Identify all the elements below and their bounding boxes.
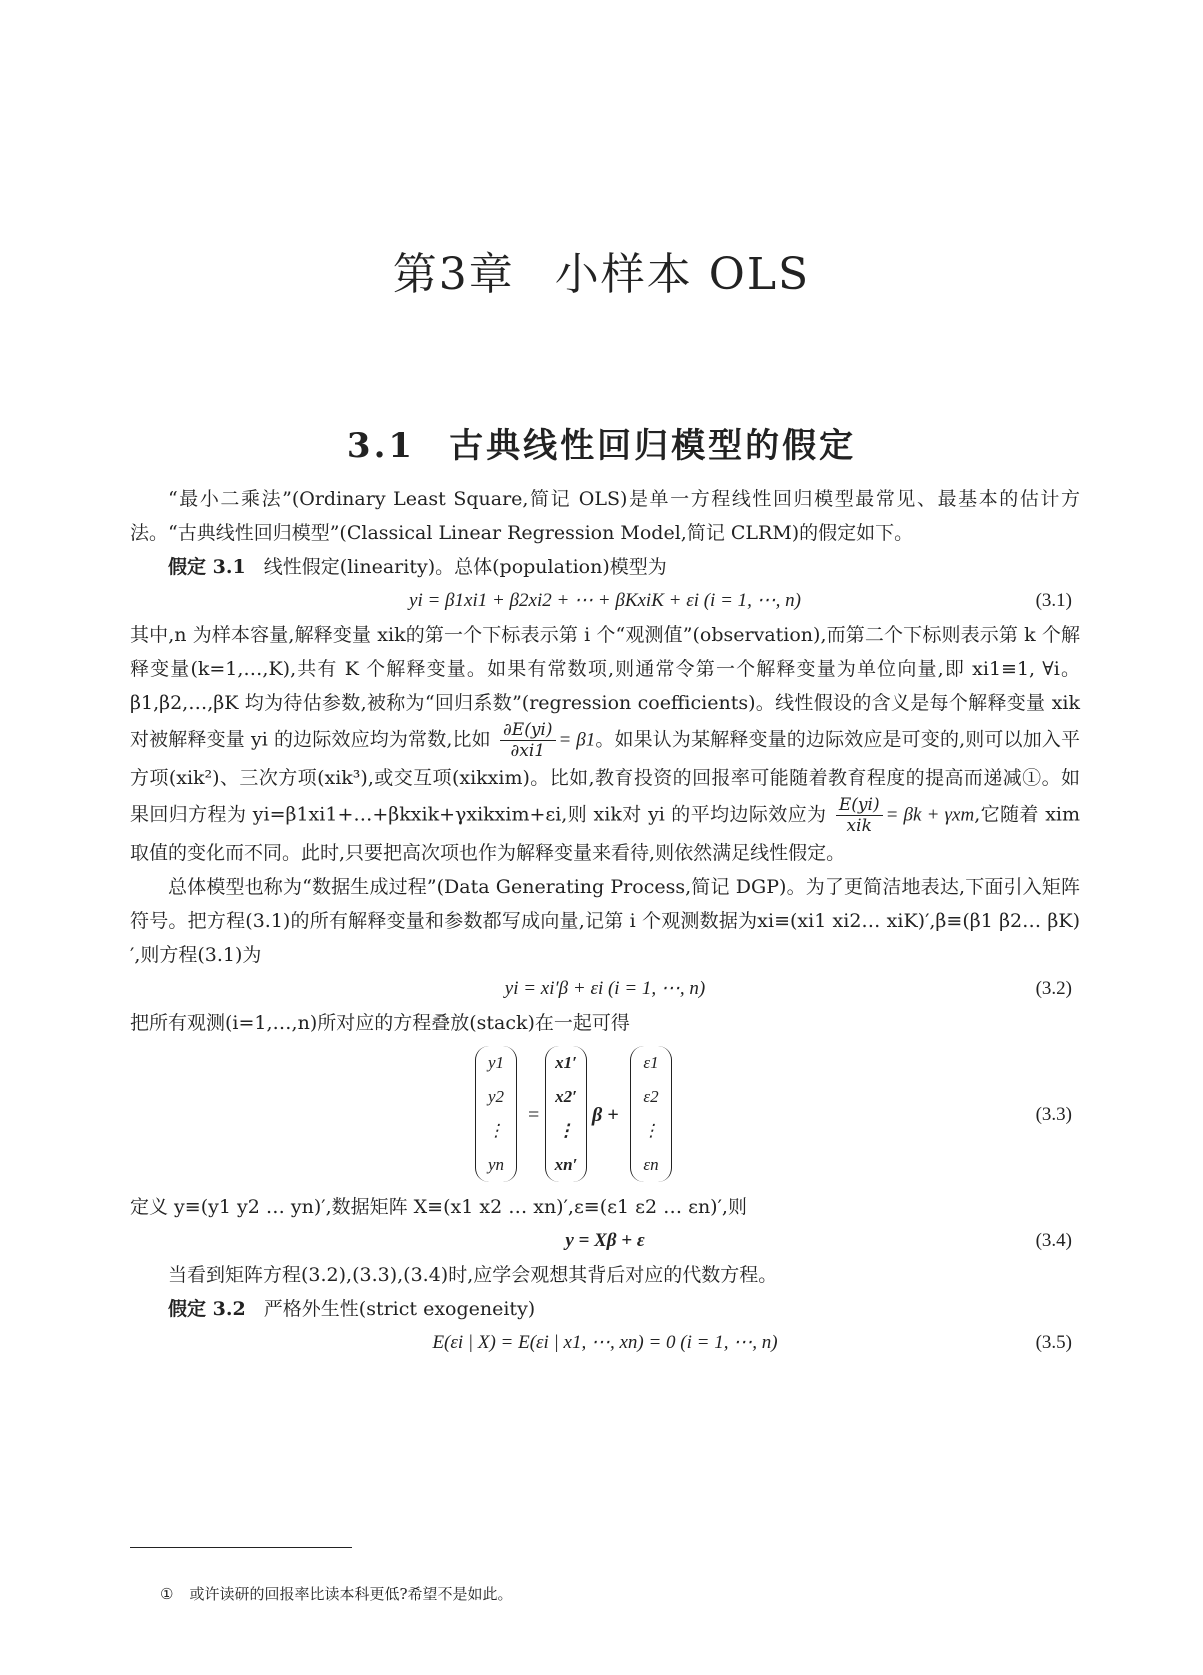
section-number: 3.1 [346,426,416,466]
equation-3-3 [130,1046,1080,1186]
equation-body: E(εi | X) = E(εi | x1, ⋯, xn) = 0 (i = 1, ⋯, n) [432,1332,778,1353]
footnote-mark: ① [160,1585,174,1603]
equation-number: (3.4) [1035,1230,1072,1251]
equation-body: yi = β1xi1 + β2xi2 + ⋯ + βKxiK + εi (i = 1, ⋯, n) [409,590,801,611]
explanation-part-a: 其中,n 为样本容量,解释变量 xik的第一个下标表示第 i 个“观测值”(observation),而第二个下标则表示第 k 个解释变量(k=1,…,K),共有 K 个解释变量。如果有常数项,则通常令第一个解释变量为单位向量,即 xi1≡1, ∀i。β1,β2,…,βK 均为待估参数,被称为“回归系数”(regression coefficients)。线性假设的含义是每个解释变量 xik对被解释变量 yi 的边际效应均为常数,比如 [130,624,1080,751]
equation-body: yi = xi′β + εi (i = 1, ⋯, n) [504,978,706,999]
y-element: y1 [487,1053,505,1072]
equals-sign: = [528,1104,540,1126]
marginal-effect-fraction [836,795,883,836]
equation-body: y = Xβ + ε [565,1230,645,1251]
x-matrix [545,1046,587,1182]
equation-3-1 [130,584,1080,618]
stack-paragraph: 把所有观测(i=1,…,n)所对应的方程叠放(stack)在一起可得 [130,1012,630,1034]
epsilon-element: ε2 [643,1087,659,1106]
assumption-label: 假定 3.1 [168,556,246,578]
section-heading [0,418,1203,467]
fraction-numerator: ∂E(yi) [500,720,556,741]
chapter-title: 小样本 OLS [554,249,811,300]
footnote-rule [130,1547,352,1548]
equation-number: (3.3) [1035,1104,1072,1125]
definition-paragraph: 定义 y≡(y1 y2 … yn)′,数据矩阵 X≡(x1 x2 … xn)′,ε≡(ε1 ε2 … εn)′,则 [130,1196,747,1218]
matrix-remark: 当看到矩阵方程(3.2),(3.3),(3.4)时,应学会观想其背后对应的代数方程。 [168,1264,778,1286]
epsilon-element: ε1 [643,1053,659,1072]
chapter-number: 第3章 [392,249,515,300]
assumption-label: 假定 3.2 [168,1298,246,1320]
fraction-denominator: xik [846,816,872,836]
epsilon-element: εn [643,1155,659,1174]
equation-number: (3.1) [1035,590,1072,611]
dgp-paragraph: 总体模型也称为“数据生成过程”(Data Generating Process,简记 DGP)。为了更简洁地表达,下面引入矩阵符号。把方程(3.1)的所有解释变量和参数都写成向量,记第 i 个观测数据为xi≡(xi1 xi2… xiK)′,β≡(β1 β2… βK)′,则方程(3.1)为 [130,876,1080,966]
epsilon-element: ⋮ [642,1121,660,1140]
assumption-3-1 [130,550,1080,584]
assumption-text: 线性假定(linearity)。总体(population)模型为 [263,556,667,578]
beta-plus: β + [592,1104,619,1126]
x-row: x2′ [555,1087,577,1106]
equation-number: (3.5) [1035,1332,1072,1353]
assumption-3-2 [130,1292,1080,1326]
explanation-part-c: ,它随着 xim取值的变化而不同。此时,只要把高次项也作为解释变量来看待,则依然满足线性假定。 [130,803,1081,864]
intro-paragraph: “最小二乘法”(Ordinary Least Square,简记 OLS)是单一方程线性回归模型最常见、最基本的估计方法。“古典线性回归模型”(Classical Linear Regression Model,简记 CLRM)的假定如下。 [130,488,1080,544]
explanation-part-b: 。如果认为某解释变量的边际效应是可变的,则可以加入平方项(xik²)、三次方项(xik³),或交互项(xikxim)。比如,教育投资的回报率可能随着教育程度的提高而递减①。如果回归方程为 yi=β1xi1+…+βkxik+γxikxim+εi,则 xik对 yi 的平均边际效应为 [130,728,1080,826]
y-element: ⋮ [487,1121,505,1140]
assumption-text: 严格外生性(strict exogeneity) [263,1298,536,1320]
equation-3-5 [130,1326,1080,1360]
fraction-denominator: ∂xi1 [510,741,546,761]
fraction-rhs: = β1 [558,729,596,751]
body-text [130,482,1080,1360]
epsilon-vector [630,1046,672,1182]
x-row: x1′ [555,1053,577,1072]
footnote-text: 或许读研的回报率比读本科更低?希望不是如此。 [189,1585,513,1603]
y-vector [475,1046,517,1182]
chapter-heading [0,238,1203,302]
x-row: ⋮ [557,1121,575,1140]
equation-3-4 [130,1224,1080,1258]
y-element: y2 [487,1087,505,1106]
explanation-paragraph [130,618,1080,870]
fraction-rhs: = βk + γxm [885,804,975,826]
partial-derivative-fraction [500,720,556,761]
equation-3-2 [130,972,1080,1006]
section-title: 古典线性回归模型的假定 [449,426,857,466]
footnote [160,1583,513,1604]
y-element: yn [487,1155,505,1174]
equation-number: (3.2) [1035,978,1072,999]
x-row: xn′ [554,1155,578,1174]
fraction-numerator: E(yi) [836,795,883,816]
